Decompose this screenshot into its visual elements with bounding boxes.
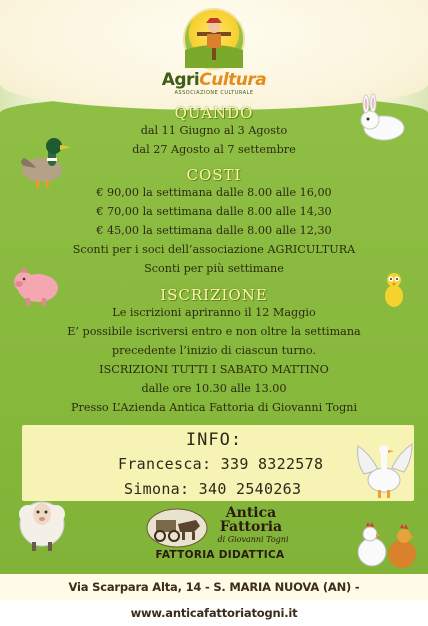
quando-line-1: dal 11 Giugno al 3 Agosto: [140, 124, 288, 137]
costi-line-5: Sconti per più settimane: [144, 262, 284, 275]
rabbit-icon: [356, 96, 408, 146]
fattoria-name-line-1: Antica: [225, 505, 277, 521]
fattoria-didattica: FATTORIA DIDATTICA: [155, 549, 285, 561]
contact-francesca: [118, 455, 323, 473]
costi-title: COSTI: [186, 166, 242, 184]
fattoria-owner: di Giovanni Togni: [217, 535, 289, 544]
costi-line-2: € 70,00 la settimana dalle 8.00 alle 14,30: [96, 205, 332, 218]
horse-carriage-icon: [146, 506, 208, 552]
contact-simona: [124, 480, 301, 498]
iscrizione-line-5: dalle ore 10.30 alle 13.00: [141, 382, 287, 395]
logo-subtitle: ASSOCIAZIONE CULTURALE: [174, 90, 254, 96]
agricultura-logo-text: [150, 70, 278, 90]
logo-cultura: Cultura: [199, 70, 267, 90]
footer-address: Via Scarpara Alta, 14 - S. MARIA NUOVA (AN) - www.anticafattoriatogni.it: [0, 574, 428, 600]
iscrizione-line-2: E’ possibile iscriversi entro e non oltre la settimana: [67, 325, 361, 338]
iscrizione-line-4: ISCRIZIONI TUTTI I SABATO MATTINO: [99, 363, 329, 376]
fattoria-name-line-2: Fattoria: [219, 519, 283, 535]
iscrizione-title: ISCRIZIONE: [160, 286, 268, 304]
info-title: INFO:: [185, 430, 243, 450]
iscrizione-line-6: Presso L’Azienda Antica Fattoria di Giovanni Togni: [70, 401, 358, 414]
goose-icon: [352, 436, 416, 504]
costi-line-3: € 45,00 la settimana dalle 8.00 alle 12,30: [96, 224, 332, 237]
costi-line-4: Sconti per i soci dell’associazione AGRICULTURA: [72, 243, 356, 256]
fattoria-name: [206, 506, 296, 534]
contact-name: Simona:: [124, 480, 190, 498]
quando-title: QUANDO: [174, 104, 254, 122]
contact-number: 340 2540263: [198, 480, 302, 498]
duck-icon: [14, 132, 74, 194]
logo-agri: Agri: [161, 70, 200, 90]
scarecrow-logo-icon: [183, 8, 245, 70]
pig-icon: [12, 262, 62, 312]
iscrizione-line-3: precedente l’inizio di ciascun turno.: [111, 344, 317, 357]
iscrizione-line-1: Le iscrizioni apriranno il 12 Maggio: [112, 306, 316, 319]
costi-line-1: € 90,00 la settimana dalle 8.00 alle 16,00: [96, 186, 332, 199]
contact-name: Francesca:: [118, 455, 212, 473]
chickens-icon: [354, 514, 422, 576]
sheep-icon: [14, 488, 70, 556]
chick-icon: [382, 270, 406, 314]
quando-line-2: dal 27 Agosto al 7 settembre: [132, 143, 296, 156]
contact-number: 339 8322578: [220, 455, 324, 473]
